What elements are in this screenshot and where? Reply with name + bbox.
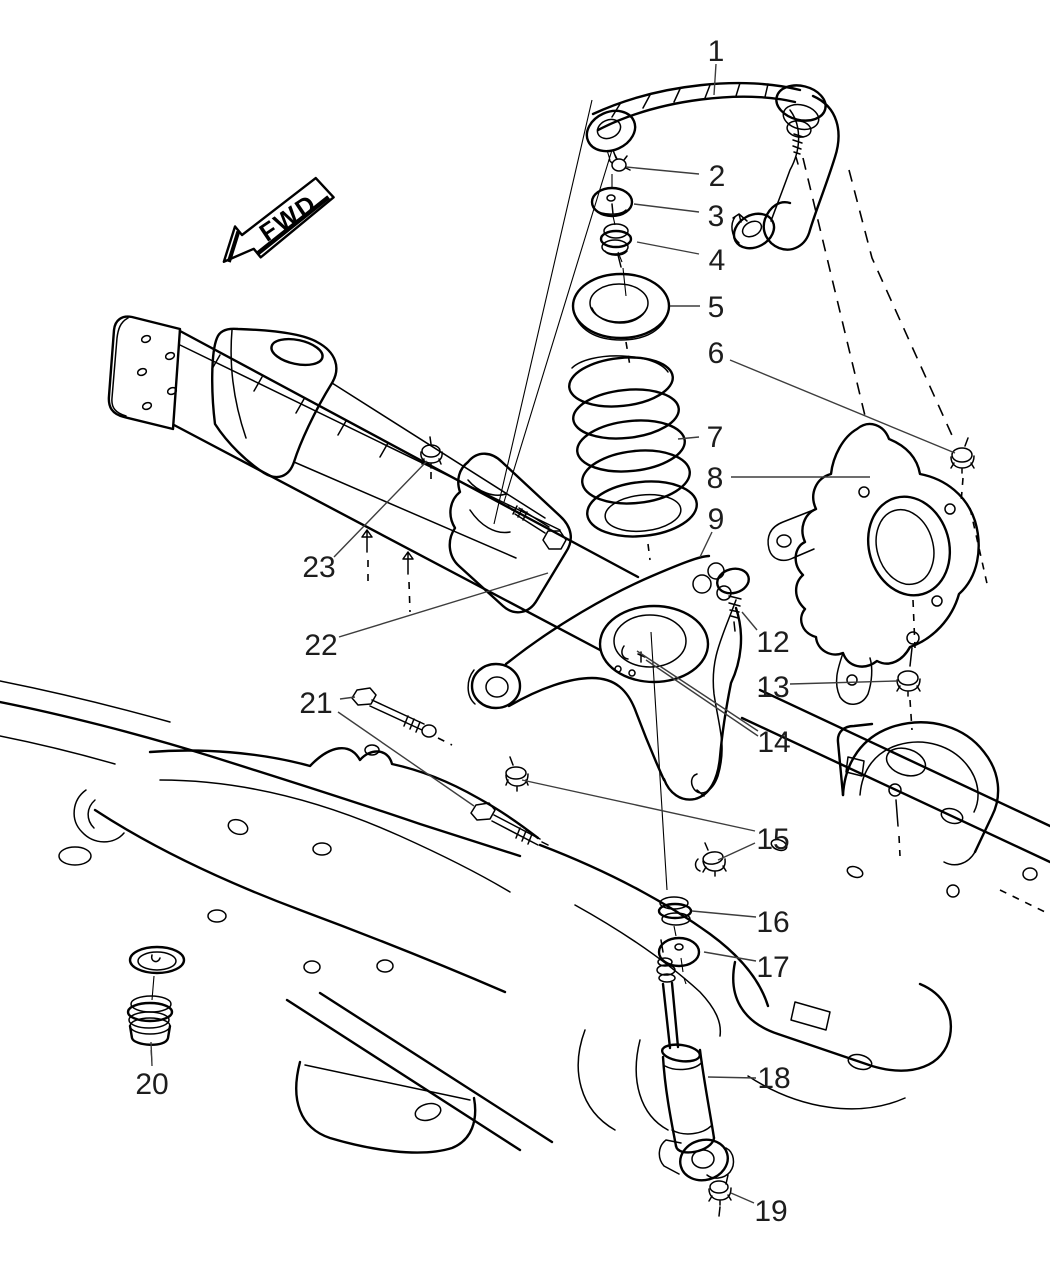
leader-line-14 <box>646 660 758 736</box>
lca-boss-hole <box>693 575 711 593</box>
arm-projection <box>849 170 955 442</box>
leader-line-13 <box>790 681 897 684</box>
frame-hole <box>313 843 331 855</box>
control-arm-mount-bracket <box>362 100 612 612</box>
leader-line-18 <box>708 1077 756 1078</box>
callout-14: 14 <box>757 725 791 759</box>
callout-9: 9 <box>707 502 725 536</box>
frame-rail-right <box>742 690 1050 912</box>
rail-top-edge <box>180 331 638 577</box>
arch-stud-projection <box>899 836 900 856</box>
callout-12: 12 <box>756 625 790 659</box>
knuckle-lower-tab <box>837 653 872 704</box>
callout-13: 13 <box>756 670 790 704</box>
frame-left-rail-edge <box>0 681 170 722</box>
nut-6 <box>952 448 972 462</box>
stud-projection <box>409 582 410 612</box>
nut-6-skirt <box>951 438 974 473</box>
leader-line-12 <box>742 612 757 630</box>
leader-line-15 <box>522 780 755 831</box>
end-plate-hole <box>142 401 153 410</box>
frame-hole <box>226 817 250 837</box>
leader-line-15 <box>718 843 755 860</box>
fasteners-right <box>803 158 988 730</box>
shock-eye-bracket <box>659 1140 681 1174</box>
bolt-21-head <box>352 688 376 705</box>
frame-hole <box>365 745 379 755</box>
shock-eye-bore <box>692 1150 714 1168</box>
leader-line-17 <box>704 952 756 961</box>
stud-pin <box>403 552 413 574</box>
callout-20: 20 <box>135 1067 169 1101</box>
shock-absorber <box>657 940 733 1216</box>
leader-line-23 <box>334 461 427 557</box>
coil-spring <box>567 353 700 560</box>
callout-2: 2 <box>708 159 726 193</box>
knuckle-bolt-hole <box>945 504 955 514</box>
callout-8: 8 <box>706 461 724 495</box>
rail-hatching <box>212 355 388 457</box>
callout-7: 7 <box>706 420 724 454</box>
pocket-drain-hole <box>629 670 635 676</box>
shock-body-top <box>661 1042 701 1063</box>
bolt-22-head <box>543 531 566 549</box>
bolt-21b-shank <box>492 815 548 845</box>
isolator-5-thickness <box>573 310 669 340</box>
shock-rod <box>663 983 678 1048</box>
crossmember-top-edge <box>150 748 538 838</box>
leader-line-7 <box>678 437 699 439</box>
washer-17-pin <box>675 944 683 950</box>
bolt-21-projection <box>438 738 452 745</box>
end-plate-hole <box>165 351 176 360</box>
callout-19: 19 <box>754 1194 788 1228</box>
callout-17: 17 <box>756 950 790 984</box>
stud-pin <box>362 530 372 552</box>
fwd-label: FWD <box>254 188 323 248</box>
bracket-arcs <box>74 790 124 842</box>
fwd-arrow <box>211 172 339 276</box>
bushing-pocket-key <box>152 955 160 962</box>
end-plate-hole <box>141 334 152 343</box>
nut-15b <box>702 850 724 865</box>
end-plate-hole <box>137 367 148 376</box>
shock-eye <box>676 1134 733 1185</box>
gusset-fold-line <box>231 330 246 438</box>
washer-17 <box>659 938 699 966</box>
crossmember-bottom-edge <box>95 810 505 992</box>
axis-line <box>681 958 686 984</box>
bolt-21-nut <box>422 725 436 737</box>
nut-15a-skirt <box>506 757 528 791</box>
leader-line-6 <box>730 360 955 453</box>
rail-projection <box>1000 890 1045 912</box>
shock-axis-line <box>651 632 667 890</box>
frame-lower-curves <box>578 1030 668 1130</box>
callout-16: 16 <box>756 905 790 939</box>
leader-line-16 <box>692 911 756 917</box>
knuckle-arm-tab <box>768 509 816 560</box>
spring-mount-stack <box>573 150 669 366</box>
bushing-cap <box>128 996 172 1062</box>
callout-4: 4 <box>708 243 726 277</box>
retainer-3-detail <box>596 204 626 214</box>
arch-bracket-stud <box>896 800 898 826</box>
callout-22: 22 <box>304 628 338 662</box>
nut-13 <box>898 671 918 685</box>
leader-line-4 <box>637 242 699 254</box>
callout-layer <box>135 35 955 1228</box>
knuckle-lower-tab-hole <box>847 675 857 685</box>
frame-left-rail-edge <box>0 736 115 764</box>
lca-ball-joint <box>714 565 751 596</box>
callout-23: 23 <box>302 550 336 584</box>
frame-hole <box>377 960 393 972</box>
leader-line-1 <box>714 64 716 95</box>
rail-bottom-edge <box>174 425 600 650</box>
cap-cup <box>130 1026 170 1045</box>
callout-5: 5 <box>707 290 725 324</box>
spring-coil <box>575 415 688 476</box>
callout-3: 3 <box>707 199 725 233</box>
rail-end-plate <box>109 317 180 429</box>
knuckle-bolt-hole <box>932 596 942 606</box>
arch-bracket-hole <box>883 743 929 780</box>
rail-hole <box>1023 868 1037 880</box>
retainer-3-pin <box>607 195 615 201</box>
frame-diagonal-brace <box>287 993 552 1150</box>
arch-bracket-foot <box>944 852 975 865</box>
nut-15a <box>506 767 526 779</box>
spring-coil <box>580 445 693 508</box>
callout-15: 15 <box>756 822 790 856</box>
brace-bracket-slot <box>413 1101 442 1123</box>
shock-upper-hardware <box>659 897 699 984</box>
callout-6: 6 <box>707 336 725 370</box>
lower-control-arm <box>468 556 751 890</box>
stud-13-shank <box>910 648 912 666</box>
callout-21: 21 <box>299 686 333 720</box>
shock-top-stud <box>661 940 663 952</box>
nut-23 <box>422 445 440 457</box>
knuckle-hub-bore <box>868 503 943 591</box>
lca-front-bushing-bore <box>486 677 508 697</box>
shock-body-right <box>700 1050 714 1138</box>
spring-bottom-opening <box>603 491 682 535</box>
nut-19-skirt <box>709 1188 731 1216</box>
leader-line-19 <box>731 1193 754 1203</box>
rail-hole <box>846 865 864 880</box>
knuckle-bolt-hole <box>859 487 869 497</box>
nut-2 <box>612 159 626 171</box>
rail-inner-edge <box>180 345 560 530</box>
uca-rear-bushing-bore <box>740 218 764 240</box>
right-rail-top <box>760 690 1050 826</box>
bracket-outline <box>450 454 571 613</box>
lca-front-bushing <box>472 664 520 708</box>
spring-projection <box>648 544 650 560</box>
frame-rail-upper <box>109 317 638 650</box>
center-plate-slot <box>791 1002 830 1030</box>
shock-body-left <box>663 1057 676 1146</box>
steering-knuckle <box>768 424 979 704</box>
leader-line-20 <box>151 1042 152 1066</box>
lca-rear-edge <box>664 608 741 800</box>
bolt-21-shank <box>370 700 424 732</box>
knuckle-hub-flange <box>857 487 961 605</box>
frame-hole <box>304 961 320 973</box>
knuckle-arm-tab-hole <box>777 535 791 547</box>
leader-line-2 <box>626 167 699 174</box>
brace-bracket-edge <box>305 1065 470 1100</box>
axis-line <box>674 926 676 936</box>
frame-slot <box>59 847 91 865</box>
lca-boss-hole <box>708 563 724 579</box>
knuckle-stud-hole <box>907 632 919 644</box>
uca-rear-bushing <box>728 207 780 255</box>
lca-bottom-edge <box>509 678 664 780</box>
isolator-projection <box>626 342 630 366</box>
rail-hole <box>947 885 959 897</box>
isolator-5-inner-lip <box>592 308 647 323</box>
callout-18: 18 <box>757 1061 791 1095</box>
nut-13-projection <box>910 700 912 730</box>
nut-19 <box>710 1181 728 1193</box>
gusset-slot <box>269 335 325 369</box>
leader-line-3 <box>634 204 699 212</box>
frame-hole <box>208 910 226 922</box>
callout-1: 1 <box>707 34 725 68</box>
